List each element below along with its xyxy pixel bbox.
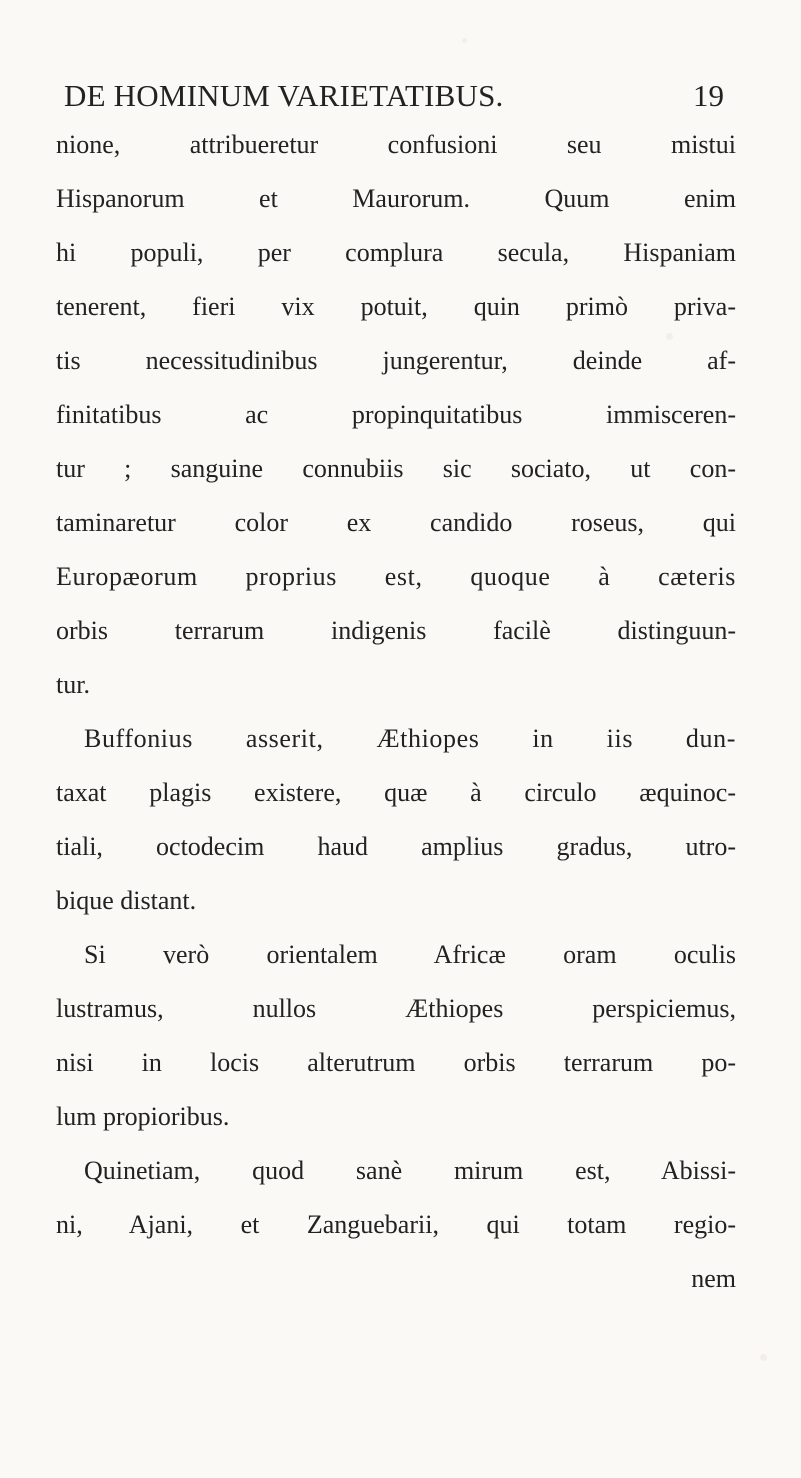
- page-header: [64, 78, 724, 122]
- text-line: lustramus, nullos Æthiopes perspiciemus,: [56, 994, 736, 1023]
- catchword: nem: [691, 1264, 736, 1293]
- running-head: DE HOMINUM VARIETATIBUS.: [64, 78, 504, 113]
- text-line: taxat plagis existere, quæ à circulo æquinoc-: [56, 778, 736, 807]
- text-line: tis necessitudinibus jungerentur, deinde af-: [56, 346, 736, 375]
- text-line: hi populi, per complura secula, Hispaniam: [56, 238, 736, 267]
- paper-spot: [462, 38, 467, 43]
- text-line: tur ; sanguine connubiis sic sociato, ut con-: [56, 454, 736, 483]
- paragraph-first-line: Buffonius asserit, Æthiopes in iis dun-: [84, 724, 736, 753]
- text-line: lum propioribus.: [56, 1102, 230, 1131]
- text-line: tur.: [56, 670, 90, 699]
- paper-spot: [666, 333, 673, 340]
- text-line: Hispanorum et Maurorum. Quum enim: [56, 184, 736, 213]
- text-line: finitatibus ac propinquitatibus immisceren-: [56, 400, 736, 429]
- text-line: Europæorum proprius est, quoque à cæteris: [56, 562, 736, 591]
- text-line: orbis terrarum indigenis facilè distinguun-: [56, 616, 736, 645]
- text-line: tiali, octodecim haud amplius gradus, utro-: [56, 832, 736, 861]
- paper-spot: [760, 1354, 767, 1361]
- text-line: nione, attribueretur confusioni seu mistui: [56, 130, 736, 159]
- paragraph-first-line: Quinetiam, quod sanè mirum est, Abissi-: [84, 1156, 736, 1185]
- page-number: 19: [693, 78, 724, 113]
- text-line: bique distant.: [56, 886, 197, 915]
- text-line: nisi in locis alterutrum orbis terrarum po-: [56, 1048, 736, 1077]
- paragraph-first-line: Si verò orientalem Africæ oram oculis: [84, 940, 736, 969]
- text-line: taminaretur color ex candido roseus, qui: [56, 508, 736, 537]
- text-line: tenerent, fieri vix potuit, quin primò priva-: [56, 292, 736, 321]
- text-line: ni, Ajani, et Zanguebarii, qui totam regio-: [56, 1210, 736, 1239]
